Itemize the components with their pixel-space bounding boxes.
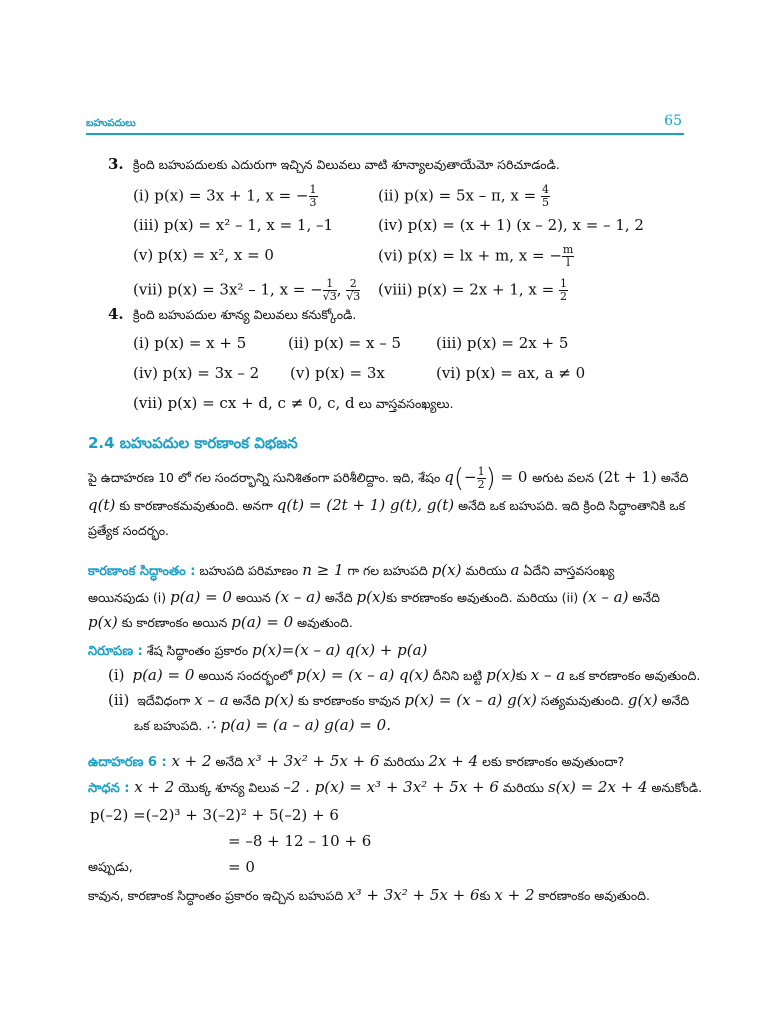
theorem-line-1: కారణాంక సిద్ధాంతం : బహుపది పరిమాణం n ≥ 1 గా గల బహుపది p(x) మరియు a ఏదేని వాస్తవసంఖ్య xyxy=(88,561,615,579)
intro-line-3: ప్రత్యేక సందర్భం. xyxy=(88,523,170,538)
q3-item-i: (i) p(x) = 3x + 1, x = − $\frac{1}{3}$ xyxy=(133,183,317,209)
intro-line-2: q(t) కు కారణాంకమవుతుంది. అనగా q(t) = (2t + 1) g(t), g(t) అనేది ఒక బహుపది. ఇది క్రింది సిద్ధాంతానికి ఒక xyxy=(88,496,686,514)
proof-case-ii: (ii) ఇదేవిధంగా x – a అనేది p(x) కు కారణాంకం కావున p(x) = (x – a) g(x) సత్యమవుతుంది. g(x) అనేది xyxy=(108,691,690,709)
solution-step-3: = 0 xyxy=(228,858,255,876)
solution-step-2: = –8 + 12 – 10 + 6 xyxy=(228,832,372,850)
proof-case-ii-cont: ఒక బహుపది. ∴ p(a) = (a – a) g(a) = 0. xyxy=(134,716,391,734)
example-6-label: ఉదాహరణ 6 : xyxy=(88,755,167,770)
header-rule xyxy=(86,133,684,135)
q4-item-iii: (iii) p(x) = 2x + 5 xyxy=(436,334,569,352)
q4-item-iv: (iv) p(x) = 3x – 2 xyxy=(133,364,260,382)
intro-line-1: పై ఉదాహరణ 10 లో గల సందర్భాన్ని సునిశితంగా పరిశీలిద్దాం. ఇది, శేషం q(− $\frac{1}{2}$ ) = 0 అగుట వలన (2t + 1) అనేది xyxy=(88,463,689,494)
theorem-line-2: అయినపుడు (i) p(a) = 0 అయిన (x – a) అనేది p(x)కు కారణాంకం అవుతుంది. మరియు (ii) (x – a) అనేది xyxy=(88,588,661,606)
solution-then: అప్పుడు, xyxy=(88,859,133,874)
solution-intro: సాధన : x + 2 యొక్క శూన్య విలువ –2 . p(x) = x³ + 3x² + 5x + 6 మరియు s(x) = 2x + 4 అనుకోండి. xyxy=(88,778,703,796)
q3-item-vi: (vi) p(x) = lx + m, x = − $\frac{m}{l}$ xyxy=(378,243,574,269)
q3-item-v: (v) p(x) = x², x = 0 xyxy=(133,246,274,264)
solution-conclusion: కావున, కారణాంక సిద్ధాంతం ప్రకారం ఇచ్చిన బహుపది x³ + 3x² + 5x + 6కు x + 2 కారణాంకం అవుతుంది. xyxy=(88,886,650,904)
q3-item-ii: (ii) p(x) = 5x – π, x = $\frac{4}{5}$ xyxy=(378,183,549,209)
theorem-label: కారణాంక సిద్ధాంతం : xyxy=(88,564,196,579)
q3-item-iv: (iv) p(x) = (x + 1) (x – 2), x = – 1, 2 xyxy=(378,216,644,234)
proof-label: నిరూపణ : xyxy=(88,644,143,659)
question-4-instruction: క్రింది బహుపదుల శూన్య విలువలు కనుక్కోండి. xyxy=(133,307,357,322)
q4-item-vii: (vii) p(x) = cx + d, c ≠ 0, c, d లు వాస్తవసంఖ్యలు. xyxy=(133,394,454,412)
page-number: 65 xyxy=(664,113,682,129)
q3-item-viii: (viii) p(x) = 2x + 1, x = $\frac{1}{2}$ xyxy=(378,277,567,303)
q3-item-iii: (iii) p(x) = x² – 1, x = 1, –1 xyxy=(133,216,334,234)
q4-item-i: (i) p(x) = x + 5 xyxy=(133,334,247,352)
theorem-line-3: p(x) కు కారణాంకం అయిన p(a) = 0 అవుతుంది. xyxy=(88,613,353,631)
proof-case-i: (i) p(a) = 0 అయిన సందర్భంలో p(x) = (x – a) q(x) దీనిని బట్టి p(x)కు x – a ఒక కారణాంకం అవుతుంది. xyxy=(108,666,701,684)
question-4-number: 4. xyxy=(108,305,124,323)
solution-step-1: p(–2) =(–2)³ + 3(–2)² + 5(–2) + 6 xyxy=(90,806,339,824)
q4-item-ii: (ii) p(x) = x – 5 xyxy=(288,334,402,352)
proof-line-0: నిరూపణ : శేష సిద్ధాంతం ప్రకారం p(x)=(x – a) q(x) + p(a) xyxy=(88,641,428,659)
q4-item-vi: (vi) p(x) = ax, a ≠ 0 xyxy=(436,364,586,382)
running-header-chapter: బహుపదులు xyxy=(86,118,136,129)
example-6: ఉదాహరణ 6 : x + 2 అనేది x³ + 3x² + 5x + 6 మరియు 2x + 4 లకు కారణాంకం అవుతుందా? xyxy=(88,752,625,770)
solution-label: సాధన : xyxy=(88,781,130,796)
q4-item-v: (v) p(x) = 3x xyxy=(290,364,385,382)
question-3-number: 3. xyxy=(108,155,124,173)
section-title: 2.4 బహుపదుల కారణాంక విభజన xyxy=(88,434,298,452)
question-3-instruction: క్రింది బహుపదులకు ఎదురుగా ఇచ్చిన విలువలు వాటి శూన్యాలవుతాయేమో సరిచూడండి. xyxy=(133,157,560,172)
q3-item-vii: (vii) p(x) = 3x² – 1, x = − $\frac{1}{√3}$ , $\frac{2}{√3}$ xyxy=(133,277,361,303)
